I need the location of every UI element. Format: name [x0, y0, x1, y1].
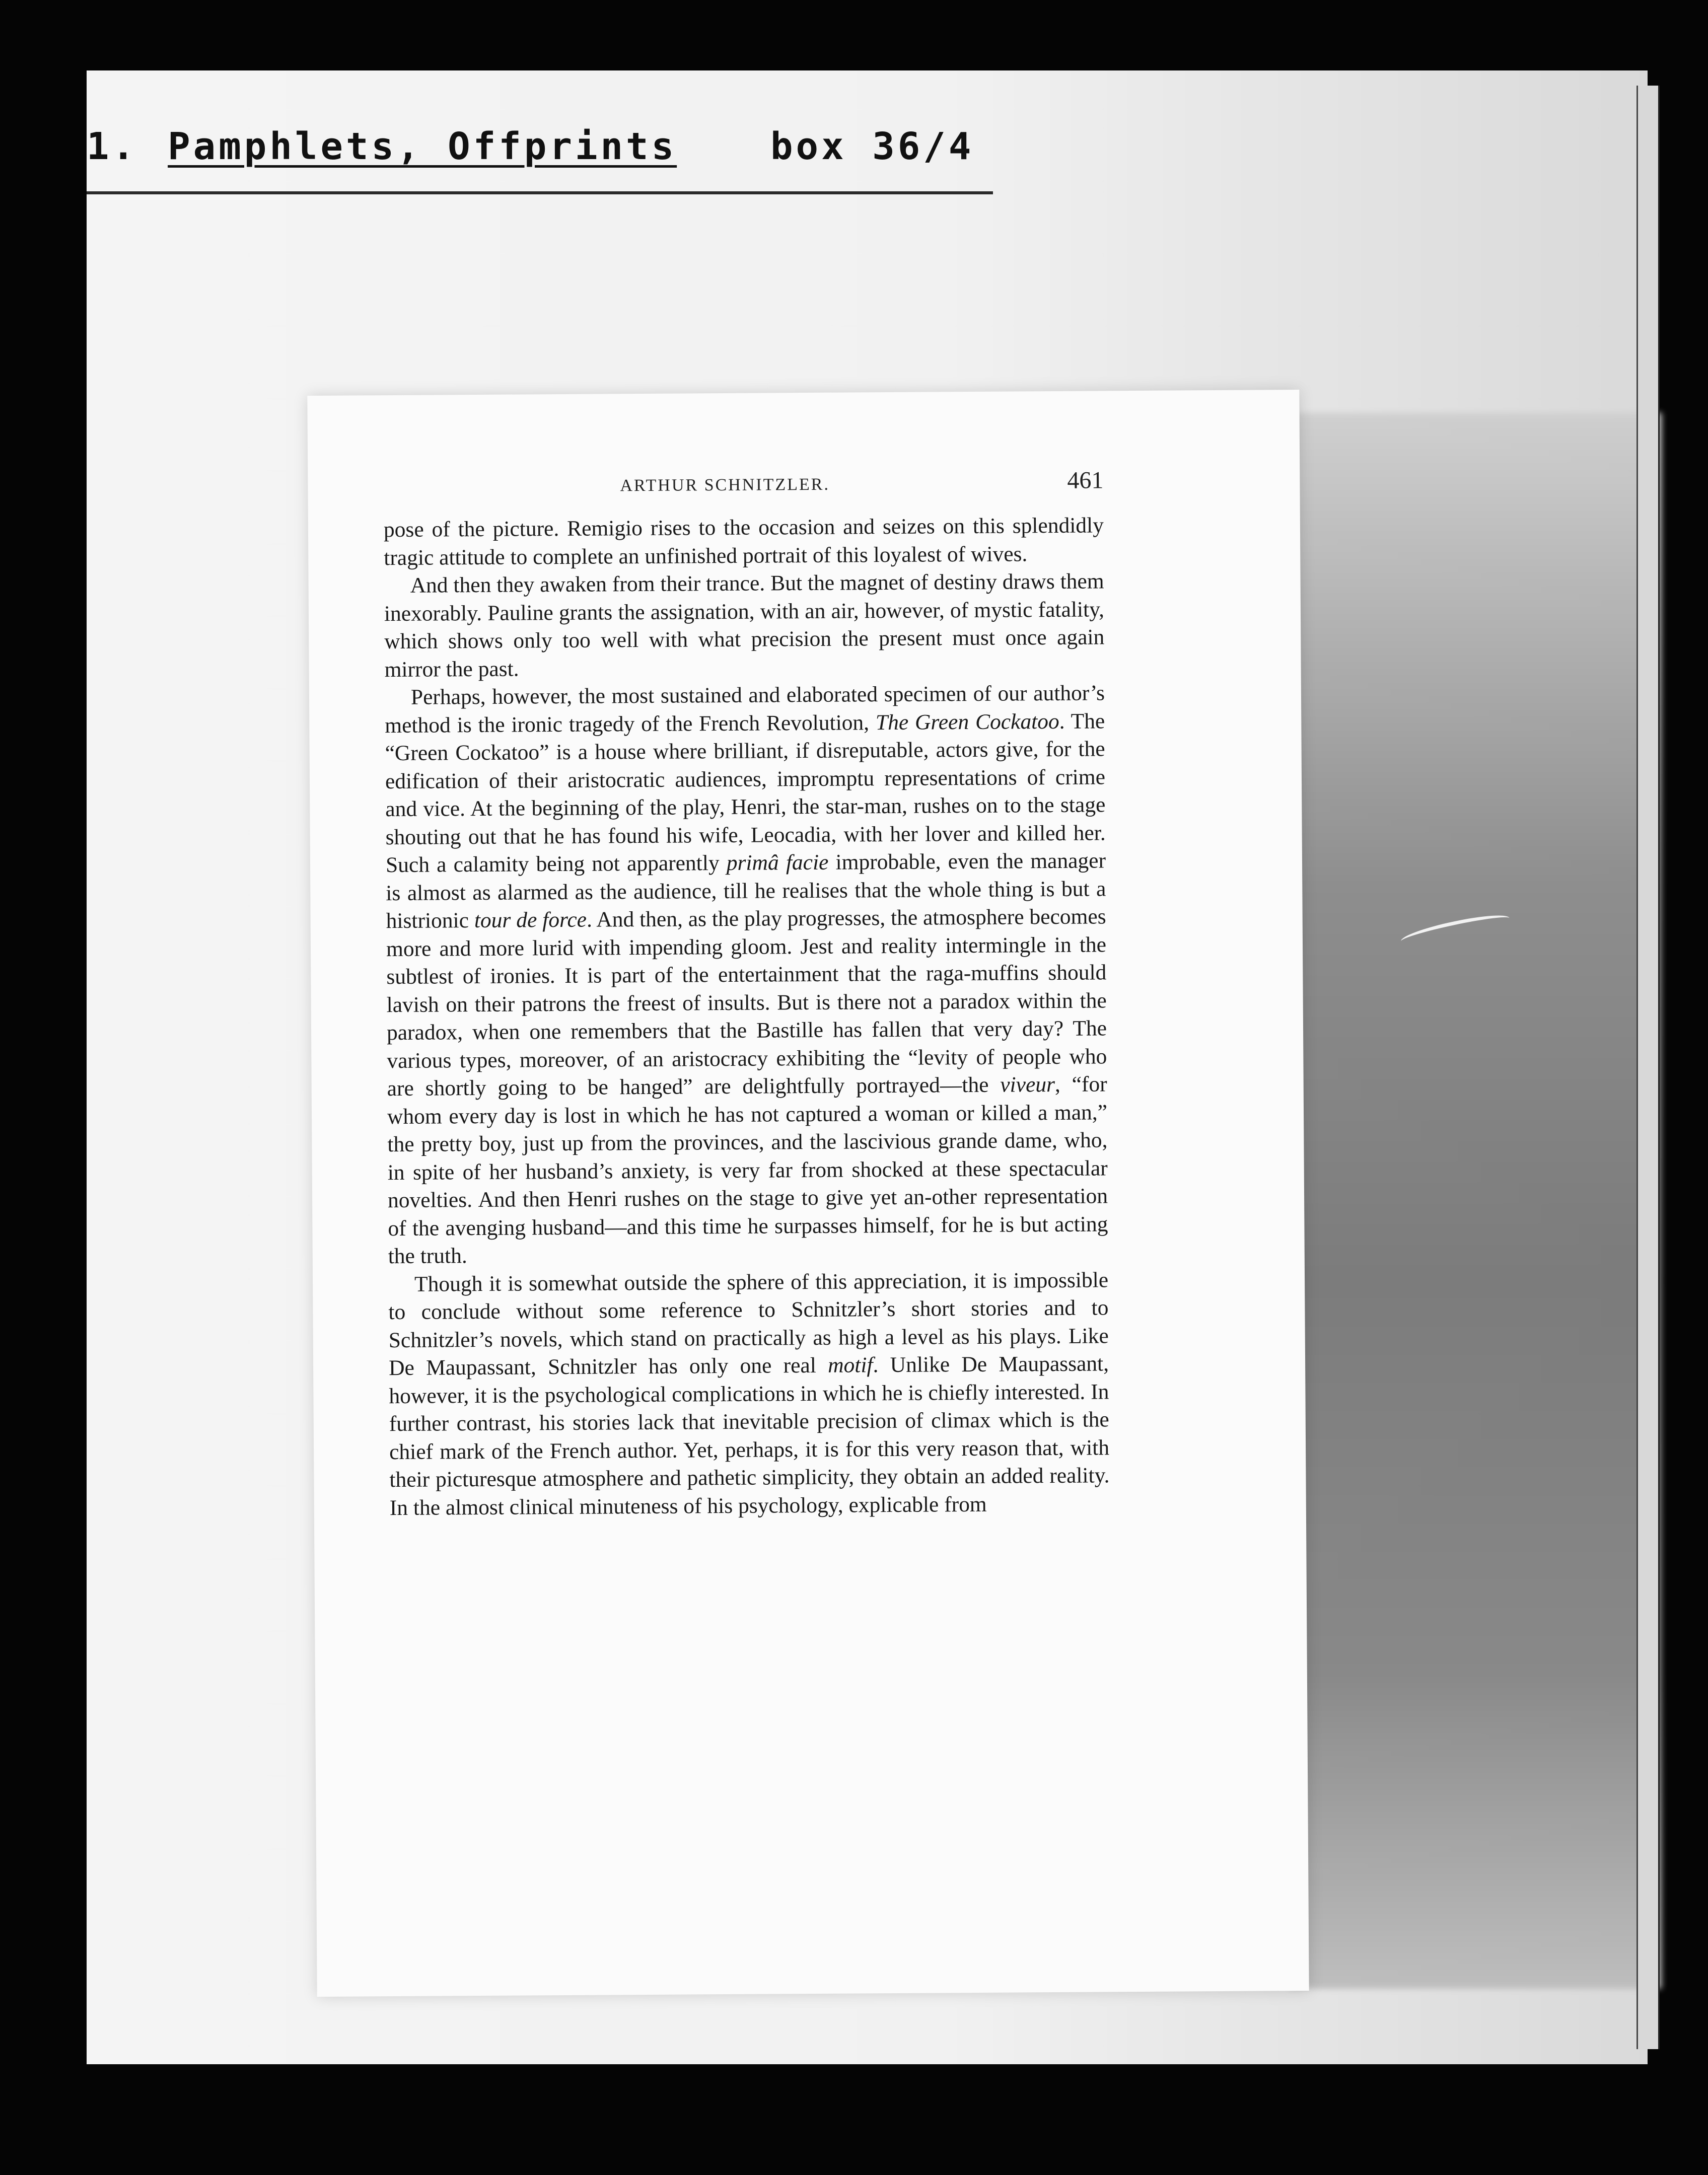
- body-text: [384, 512, 1110, 1522]
- italic-title: viveur: [1000, 1072, 1055, 1097]
- sheet-edge: [1636, 86, 1660, 2049]
- text-run: . The “Green Cockatoo” is a house where brilliant, if disreputable, actors give, for the edification of their aristocratic audiences, impromptu representations of crime and vice. At the beginning of the play, Henri, the star-man, rushes on to the stage shouting out that he has found his wife, Leocadia, with her lover and killed her. Such a calamity being not apparently: [385, 708, 1106, 878]
- paragraph: [384, 512, 1104, 572]
- archive-label: [87, 125, 677, 168]
- italic-title: primâ facie: [726, 850, 829, 875]
- text-run: And then they awaken from their trance. But the magnet of destiny draws them inexorably. Pauline grants the assignation, with an air, however, of mystic fatality, which shows only too well with what precision the present must once again mirror the past.: [384, 569, 1105, 682]
- paragraph: [388, 1266, 1110, 1522]
- text-run: improbable, even the manager is almost as alarmed as the audience, till he realises that the whole thing is but a histrionic: [386, 848, 1106, 933]
- italic-title: The Green Cockatoo: [875, 709, 1059, 735]
- page-content: [383, 466, 1110, 1522]
- label-strip-edge: [87, 191, 993, 194]
- offprint-page: [307, 390, 1309, 1997]
- label-box: box 36/4: [770, 125, 974, 168]
- text-run: , “for whom every day is lost in which he has not captured a woman or killed a man,” the pretty boy, just up from the provinces, and the lascivious grande dame, who, in spite of her husband’s anxiety, is very far from shocked at these spectacular novelties. And then Henri rushes on the stage to give yet an-other representation of the avenging husband—and this time he surpasses himself, for he is but acting the truth.: [387, 1072, 1108, 1269]
- running-head: [383, 466, 1103, 506]
- label-title: Pamphlets, Offprints: [168, 125, 677, 168]
- sheet-stain: [1289, 413, 1662, 1989]
- page-number: 461: [1067, 467, 1104, 494]
- running-title: ARTHUR SCHNITZLER.: [620, 475, 830, 495]
- paragraph: [384, 567, 1104, 684]
- italic-title: tour de force: [474, 907, 587, 933]
- text-run: . Unlike De Maupassant, however, it is the psychological complications in which he is chiefly interested. In further contrast, his stories lack that inevitable precision of climax which is the chief mark of the French author. Yet, perhaps, it is for this very reason that, with their picturesque atmosphere and pathetic simplicity, they obtain an added reality. In the almost clinical minuteness of his psychology, explicable from: [389, 1351, 1110, 1520]
- text-run: Though it is somewhat outside the sphere of this appreciation, it is impossible to conclude without some reference to Schnitzler’s short stories and to Schnitzler’s novels, which stand on practically as high a level as his plays. Like De Maupassant, Schnitzler has only one real: [388, 1267, 1109, 1381]
- italic-title: motif: [827, 1353, 873, 1378]
- label-number: 1.: [87, 125, 138, 168]
- text-run: Perhaps, however, the most sustained and elaborated specimen of our author’s method is the ironic tragedy of the French Revolution,: [385, 681, 1105, 738]
- paragraph: [385, 679, 1108, 1270]
- text-run: pose of the picture. Remigio rises to the occasion and seizes on this splendidly tragic attitude to complete an unfinished portrait of this loyalest of wives.: [383, 513, 1104, 570]
- text-run: . And then, as the play progresses, the atmosphere becomes more and more lurid with impending gloom. Jest and reality intermingle in the subtlest of ironies. It is part of the entertainment that the raga-muffins should lavish on their patrons the freest of insults. But is there not a paradox within the paradox, when one remembers that the Bastille has fallen that very day? The various types, moreover, of an aristocracy exhibiting the “levity of people who are shortly going to be hanged” are delightfully portrayed—the: [386, 904, 1107, 1101]
